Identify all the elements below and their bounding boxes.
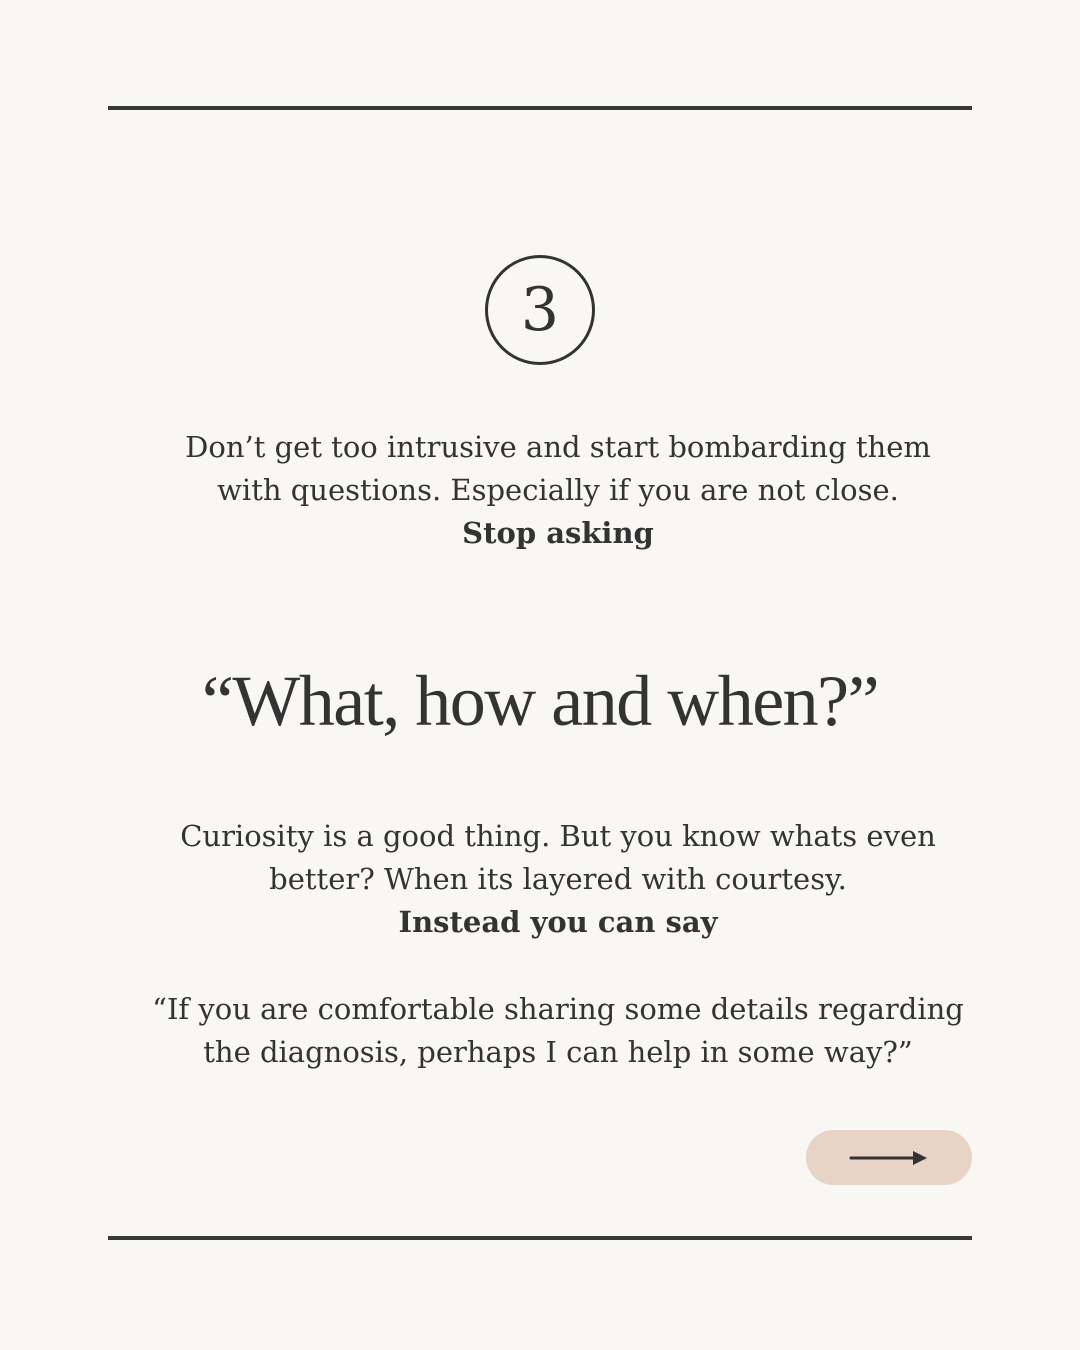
suggestion-line-2: the diagnosis, perhaps I can help in some way?”: [203, 1035, 913, 1069]
intro-paragraph: [108, 426, 1008, 555]
step-number: 3: [520, 275, 560, 345]
step-number-badge: [485, 255, 595, 365]
next-button[interactable]: [806, 1130, 972, 1185]
suggestion-quote: [108, 988, 1008, 1074]
headline-quote: “What, how and when?”: [201, 661, 879, 741]
intro-line-1: Don’t get too intrusive and start bombarding them: [185, 430, 931, 464]
intro-emphasis: Stop asking: [462, 516, 654, 550]
body-line-2: better? When its layered with courtesy.: [269, 862, 847, 896]
top-divider: [108, 106, 972, 110]
arrow-right-icon: [849, 1148, 929, 1168]
intro-line-2: with questions. Especially if you are not close.: [217, 473, 899, 507]
body-line-1: Curiosity is a good thing. But you know whats even: [180, 819, 936, 853]
body-paragraph: [108, 815, 1008, 944]
bottom-divider: [108, 1236, 972, 1240]
suggestion-line-1: “If you are comfortable sharing some details regarding: [152, 992, 964, 1026]
body-emphasis: Instead you can say: [398, 905, 718, 939]
